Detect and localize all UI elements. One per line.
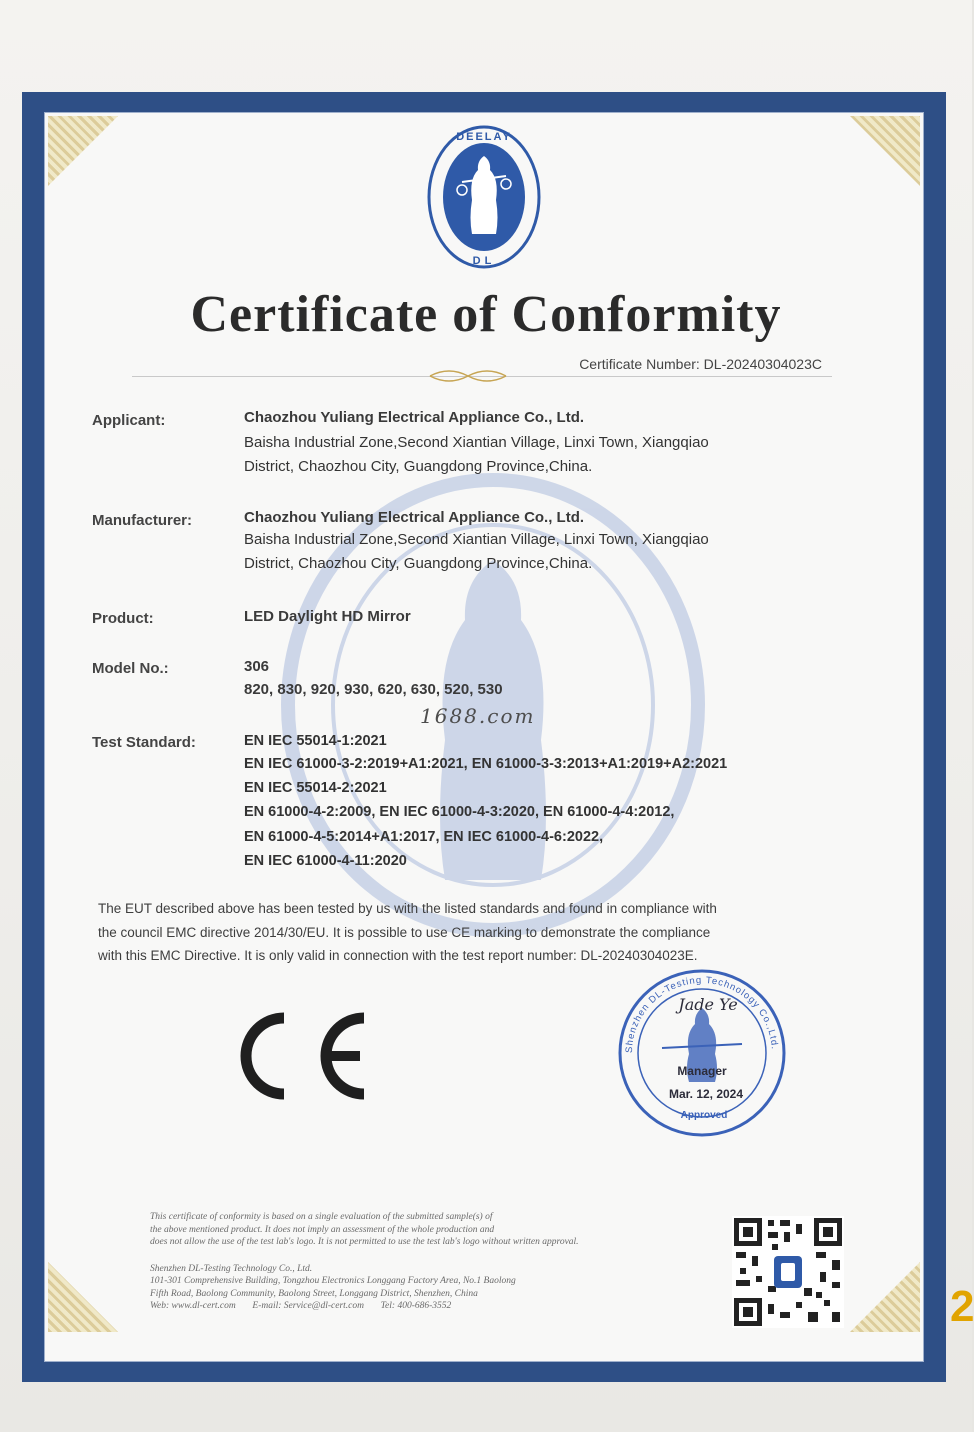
footer-web: Web: www.dl-cert.com [150, 1301, 236, 1311]
logo-bottom-text: DL [472, 255, 496, 267]
compliance-statement [98, 897, 868, 968]
model-line-2: 820, 830, 920, 930, 620, 630, 520, 530 [244, 681, 503, 698]
stamp-ring-text: Shenzhen DL-Testing Technology Co.,Ltd. [623, 974, 780, 1054]
standard-line: EN 61000-4-5:2014+A1:2017, EN IEC 61000-4-6:2022, [244, 829, 604, 845]
manufacturer-address-line-2: District, Chaozhou City, Guangdong Province,China. [244, 555, 593, 572]
footer-disclaimer [150, 1211, 710, 1313]
logo-top-text: DEELAY [456, 131, 512, 143]
qr-code-icon [732, 1216, 844, 1328]
applicant-label: Applicant: [92, 412, 166, 429]
footer-address-line: 101-301 Comprehensive Building, Tongzhou Electronics Longgang Factory Area, No.1 Baolong [150, 1276, 516, 1286]
stamp-approved-text: Approved [680, 1110, 728, 1121]
standard-line: EN IEC 55014-2:2021 [244, 780, 387, 796]
stamp-title: Manager [677, 1064, 727, 1078]
product-label: Product: [92, 610, 154, 627]
manufacturer-name: Chaozhou Yuliang Electrical Appliance Co., Ltd. [244, 509, 585, 526]
model-line-1: 306 [244, 658, 270, 675]
applicant-name: Chaozhou Yuliang Electrical Appliance Co., Ltd. [244, 409, 585, 426]
statement-line: The EUT described above has been tested by us with the listed standards and found in compliance with [98, 901, 717, 916]
footer-line: This certificate of conformity is based on a single evaluation of the submitted sample(s) of [150, 1212, 493, 1222]
statement-line: the council EMC directive 2014/30/EU. It is possible to use CE marking to demonstrate the compliance [98, 924, 711, 940]
title-ornament-icon [428, 366, 508, 386]
applicant-address-line-2: District, Chaozhou City, Guangdong Province,China. [244, 458, 593, 475]
deelay-logo-icon [426, 124, 542, 270]
footer-contact [150, 1300, 710, 1313]
model-label: Model No.: [92, 660, 169, 677]
statement-line: with this EMC Directive. It is only valid in connection with the test report number: DL-20240304023E. [98, 948, 698, 963]
test-standard-label: Test Standard: [92, 734, 196, 751]
edge-page-digit: 2 [950, 1282, 974, 1331]
approval-stamp-icon [612, 968, 792, 1138]
footer-email: E-mail: Service@dl-cert.com [252, 1301, 365, 1311]
ce-mark-icon [224, 1006, 374, 1106]
manufacturer-label: Manufacturer: [92, 512, 193, 529]
stamp-date: Mar. 12, 2024 [668, 1087, 744, 1101]
standard-line: EN 61000-4-2:2009, EN IEC 61000-4-3:2020, EN 61000-4-4:2012, [244, 804, 675, 820]
footer-line: does not allow the use of the test lab's logo. It is not permitted to use the test lab's logo without written approval. [150, 1237, 579, 1247]
certificate-title: Certificate of Conformity [190, 286, 782, 343]
footer-company: Shenzhen DL-Testing Technology Co., Ltd. [150, 1263, 313, 1274]
applicant-address-line-1: Baisha Industrial Zone,Second Xiantian Village, Linxi Town, Xiangqiao [244, 434, 709, 451]
standard-line: EN IEC 55014-1:2021 [244, 733, 387, 749]
footer-address-line: Fifth Road, Baolong Community, Baolong Street, Longgang District, Shenzhen, China [150, 1288, 478, 1299]
watermark-site-text: 1688.com [420, 704, 536, 728]
standard-line: EN IEC 61000-3-2:2019+A1:2021, EN 61000-3-3:2013+A1:2019+A2:2021 [244, 756, 728, 772]
footer-line: the above mentioned product. It does not imply an assessment of the whole production and [150, 1224, 495, 1235]
product-value: LED Daylight HD Mirror [244, 608, 411, 625]
stamp-signature: Jade Ye [678, 995, 738, 1014]
standard-line: EN IEC 61000-4-11:2020 [244, 853, 407, 869]
certificate-number: Certificate Number: DL-20240304023C [579, 356, 822, 372]
footer-tel: Tel: 400-686-3552 [380, 1301, 452, 1311]
manufacturer-address-line-1: Baisha Industrial Zone,Second Xiantian Village, Linxi Town, Xiangqiao [244, 531, 709, 548]
